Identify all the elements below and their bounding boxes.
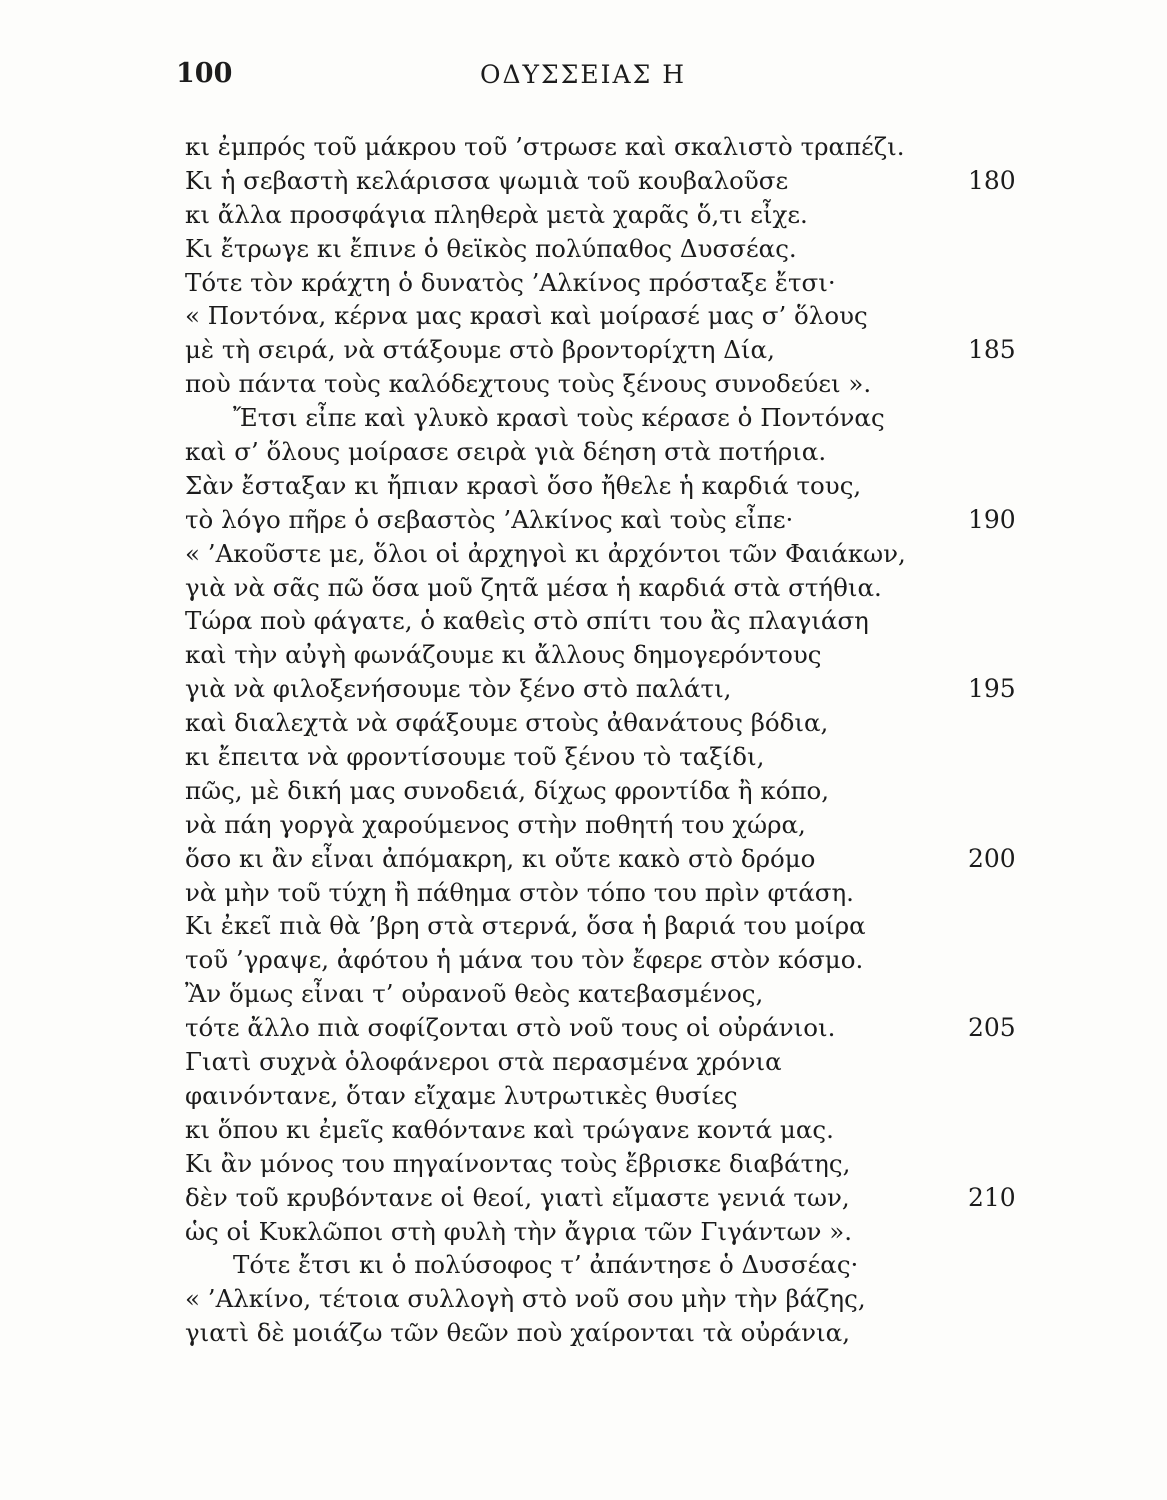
verse-text: φαινόντανε, ὅταν εἴχαμε λυτρωτικὲς θυσίες [185,1080,738,1110]
verse-line [0,1181,1167,1215]
verse-line [0,876,1167,910]
poem-text [0,130,1167,1350]
verse-text: Ἂν ὅμως εἶναι τ’ οὐρανοῦ θεὸς κατεβασμένος, [185,979,764,1009]
verse-line [0,706,1167,740]
verse-line [0,1282,1167,1316]
verse-line [0,1045,1167,1079]
verse-text: καὶ τὴν αὐγὴ φωνάζουμε κι ἄλλους δημογερόντους [185,640,822,670]
verse-text: τοῦ ’γραψε, ἀφότου ἡ μάνα του τὸν ἔφερε στὸν κόσμο. [185,945,864,975]
verse-text: « ’Ακοῦστε με, ὅλοι οἱ ἀρχηγοὶ κι ἀρχόντοι τῶν Φαιάκων, [185,538,906,568]
running-title: ΟΔΥΣΣΕΙΑΣ Η [480,60,687,89]
verse-text: τὸ λόγο πῆρε ὁ σεβαστὸς ’Αλκίνος καὶ τοὺς εἶπε· [185,504,794,534]
verse-text: μὲ τὴ σειρά, νὰ στάξουμε στὸ βροντορίχτη Δία, [185,335,775,365]
verse-line [0,503,1167,537]
line-number: 210 [968,1182,1016,1212]
verse-text: νὰ πάη γοργὰ χαρούμενος στὴν ποθητή του χώρα, [185,809,806,839]
verse-line [0,1147,1167,1181]
verse-line [0,299,1167,333]
verse-text: Κι ἐκεῖ πιὰ θὰ ’βρη στὰ στερνά, ὅσα ἡ βαριά του μοίρα [185,911,866,941]
verse-text: νὰ μὴν τοῦ τύχη ἢ πάθημα στὸν τόπο του πρὶν φτάση. [185,877,854,907]
verse-text: πῶς, μὲ δική μας συνοδειά, δίχως φροντίδα ἢ κόπο, [185,775,830,805]
verse-text: ποὺ πάντα τοὺς καλόδεχτους τοὺς ξένους συνοδεύει ». [185,369,872,399]
verse-line [0,1011,1167,1045]
verse-text: καὶ σ’ ὅλους μοίρασε σειρὰ γιὰ δέηση στὰ ποτήρια. [185,437,827,467]
verse-text: Κι ἔτρωγε κι ἔπινε ὁ θεϊκὸς πολύπαθος Δυσσέας. [185,233,797,263]
verse-line [0,774,1167,808]
verse-line [0,943,1167,977]
verse-text: γιατὶ δὲ μοιάζω τῶν θεῶν ποὺ χαίρονται τὰ οὐράνια, [185,1318,850,1348]
verse-line [0,435,1167,469]
verse-line [0,1113,1167,1147]
verse-text: κι ἐμπρός τοῦ μάκρου τοῦ ’στρωσε καὶ σκαλιστὸ τραπέζι. [185,132,905,161]
line-number: 205 [968,1013,1016,1043]
line-number: 185 [968,335,1016,365]
verse-text: ὡς οἱ Κυκλῶποι στὴ φυλὴ τὴν ἄγρια τῶν Γιγάντων ». [185,1216,853,1246]
verse-text: τότε ἄλλο πιὰ σοφίζονται στὸ νοῦ τους οἱ οὐράνιοι. [185,1013,836,1043]
verse-line [0,1248,1167,1282]
verse-line [0,638,1167,672]
verse-line [0,1316,1167,1350]
verse-line [0,164,1167,198]
verse-text: « Ποντόνα, κέρνα μας κρασὶ καὶ μοίρασέ μας σ’ ὅλους [185,301,868,331]
verse-line [0,469,1167,503]
verse-text: Κι ἂν μόνος του πηγαίνοντας τοὺς ἔβρισκε διαβάτης, [185,1148,851,1178]
verse-text: Ἔτσι εἶπε καὶ γλυκὸ κρασὶ τοὺς κέρασε ὁ Ποντόνας [233,403,885,433]
verse-text: κι ὅπου κι ἐμεῖς καθόντανε καὶ τρώγανε κοντά μας. [185,1114,834,1144]
verse-text: Τότε ἔτσι κι ὁ πολύσοφος τ’ ἀπάντησε ὁ Δυσσέας· [233,1250,859,1280]
verse-line [0,232,1167,266]
verse-text: Τώρα ποὺ φάγατε, ὁ καθεὶς στὸ σπίτι του ἂς πλαγιάση [185,606,869,636]
line-number: 195 [968,674,1016,704]
verse-text: γιὰ νὰ σᾶς πῶ ὅσα μοῦ ζητᾶ μέσα ἡ καρδιά στὰ στήθια. [185,572,882,602]
line-number: 190 [968,504,1016,534]
verse-line [0,266,1167,300]
verse-text: δὲν τοῦ κρυβόντανε οἱ θεοί, γιατὶ εἴμαστε γενιά των, [185,1182,850,1212]
verse-line [0,401,1167,435]
verse-line [0,808,1167,842]
verse-text: καὶ διαλεχτὰ νὰ σφάξουμε στοὺς ἀθανάτους βόδια, [185,708,829,738]
verse-line [0,333,1167,367]
page-header [0,58,1167,98]
line-number: 180 [968,165,1016,195]
verse-line [0,537,1167,571]
verse-text: κι ἔπειτα νὰ φροντίσουμε τοῦ ξένου τὸ ταξίδι, [185,742,765,772]
verse-line [0,672,1167,706]
verse-text: γιὰ νὰ φιλοξενήσουμε τὸν ξένο στὸ παλάτι, [185,674,732,704]
verse-line [0,740,1167,774]
verse-line [0,571,1167,605]
verse-text: Σὰν ἔσταξαν κι ἤπιαν κρασὶ ὅσο ἤθελε ἡ καρδιά τους, [185,470,862,500]
verse-line [0,130,1167,164]
verse-line [0,909,1167,943]
page-number: 100 [176,58,233,89]
verse-text: « ’Αλκίνο, τέτοια συλλογὴ στὸ νοῦ σου μὴν τὴν βάζης, [185,1284,866,1314]
verse-line [0,604,1167,638]
verse-line [0,1079,1167,1113]
verse-text: Τότε τὸν κράχτη ὁ δυνατὸς ’Αλκίνος πρόσταξε ἔτσι· [185,267,836,297]
verse-line [0,198,1167,232]
verse-line [0,842,1167,876]
verse-text: ὅσο κι ἂν εἶναι ἀπόμακρη, κι οὔτε κακὸ στὸ δρόμο [185,843,816,873]
verse-line [0,977,1167,1011]
verse-line [0,367,1167,401]
verse-text: Γιατὶ συχνὰ ὁλοφάνεροι στὰ περασμένα χρόνια [185,1047,782,1077]
verse-line [0,1215,1167,1249]
line-number: 200 [968,843,1016,873]
verse-text: κι ἄλλα προσφάγια πληθερὰ μετὰ χαρᾶς ὅ,τι εἶχε. [185,199,808,229]
verse-text: Κι ἡ σεβαστὴ κελάρισσα ψωμιὰ τοῦ κουβαλοῦσε [185,165,789,195]
